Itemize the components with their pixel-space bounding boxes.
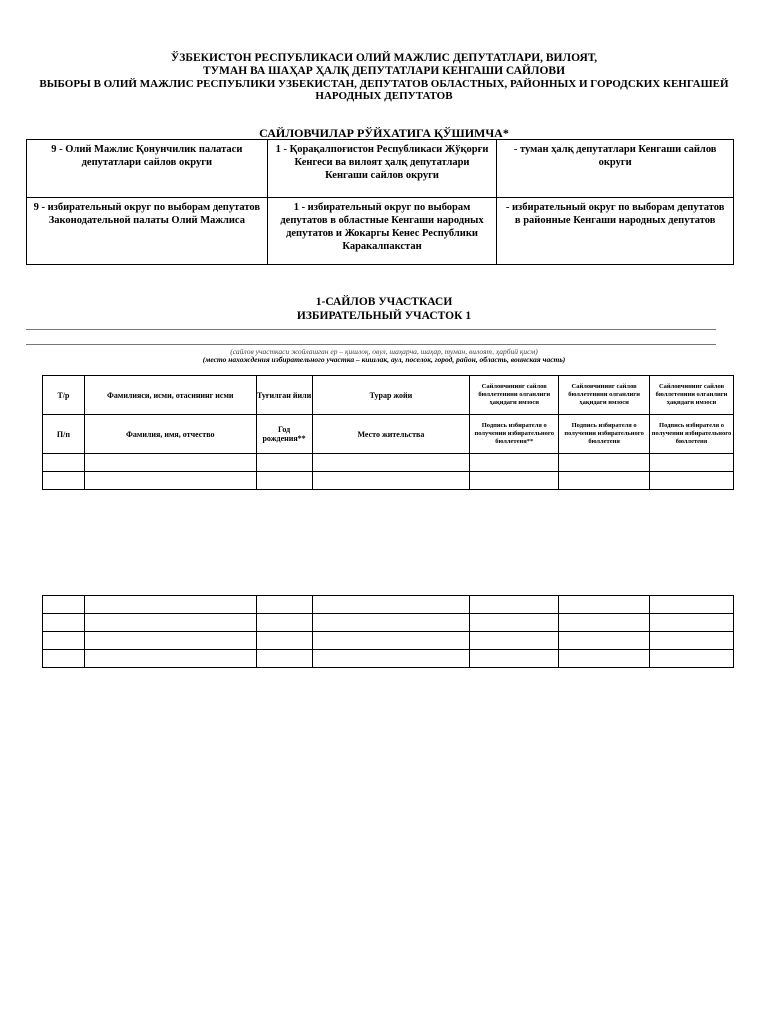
location-line bbox=[26, 344, 716, 345]
table-cell[interactable] bbox=[470, 614, 559, 632]
table-cell[interactable] bbox=[470, 454, 559, 472]
districts-table bbox=[26, 139, 734, 265]
table-cell[interactable] bbox=[559, 596, 650, 614]
table-cell[interactable] bbox=[650, 472, 734, 490]
table-cell[interactable] bbox=[43, 614, 85, 632]
column-header: Фамилияси, исми, отасининг исми bbox=[84, 376, 256, 415]
table-cell[interactable] bbox=[256, 632, 312, 650]
table-row bbox=[43, 650, 734, 668]
column-header: Фамилия, имя, отчество bbox=[84, 415, 256, 454]
table-cell[interactable] bbox=[256, 454, 312, 472]
table-cell[interactable] bbox=[84, 454, 256, 472]
table-cell[interactable] bbox=[559, 650, 650, 668]
table-cell[interactable] bbox=[470, 632, 559, 650]
table-cell[interactable] bbox=[256, 614, 312, 632]
table-row bbox=[43, 454, 734, 472]
table-cell[interactable] bbox=[470, 596, 559, 614]
voter-table-continuation bbox=[42, 595, 734, 668]
title-ru-line1: ВЫБОРЫ В ОЛИЙ МАЖЛИС РЕСПУБЛИКИ УЗБЕКИСТАН, ДЕПУТАТОВ ОБЛАСТНЫХ, РАЙОННЫХ И ГОРОДСКИХ КЕНГАШЕЙ bbox=[39, 78, 729, 90]
table-cell[interactable] bbox=[650, 596, 734, 614]
table-cell[interactable] bbox=[312, 614, 470, 632]
table-cell[interactable] bbox=[256, 472, 312, 490]
precinct-title-ru: ИЗБИРАТЕЛЬНЫЙ УЧАСТОК 1 bbox=[296, 310, 472, 322]
table-row bbox=[43, 632, 734, 650]
table-cell[interactable] bbox=[650, 614, 734, 632]
location-note-ru: (место нахождения избирательного участка – кишлак, аул, поселок, город, район, область, воинская часть) bbox=[202, 355, 566, 364]
column-header: Подпись избирателя о получении избирательного бюллетеня bbox=[559, 415, 650, 454]
table-cell[interactable] bbox=[84, 650, 256, 668]
district-cell: 9 - избирательный округ по выборам депутатов Законодательной палаты Олий Мажлиса bbox=[27, 198, 268, 265]
table-cell[interactable] bbox=[559, 614, 650, 632]
table-cell[interactable] bbox=[84, 472, 256, 490]
table-cell[interactable] bbox=[256, 596, 312, 614]
table-cell[interactable] bbox=[84, 632, 256, 650]
column-header: Турар жойи bbox=[312, 376, 470, 415]
title-ru-line2: НАРОДНЫХ ДЕПУТАТОВ bbox=[315, 90, 453, 102]
column-header: Сайловчининг сайлов бюллетенини олганлиги ҳақидаги имзоси bbox=[650, 376, 734, 415]
table-cell[interactable] bbox=[312, 472, 470, 490]
district-cell: - избирательный округ по выборам депутатов в районные Кенгаши народных депутатов bbox=[497, 198, 734, 265]
voter-table bbox=[42, 375, 734, 490]
table-row bbox=[43, 614, 734, 632]
districts-row-ru bbox=[27, 198, 734, 265]
table-cell[interactable] bbox=[256, 650, 312, 668]
section-title: САЙЛОВЧИЛАР РЎЙХАТИГА ҚЎШИМЧА* bbox=[259, 126, 509, 140]
title-ru bbox=[0, 78, 768, 102]
title-uz bbox=[0, 52, 768, 78]
district-cell: 9 - Олий Мажлис Қонунчилик палатаси депутатлари сайлов округи bbox=[27, 140, 268, 198]
table-cell[interactable] bbox=[650, 650, 734, 668]
district-cell: - туман ҳалқ депутатлари Кенгаши сайлов округи bbox=[497, 140, 734, 198]
title-uz-line1: ЎЗБЕКИСТОН РЕСПУБЛИКАСИ ОЛИЙ МАЖЛИС ДЕПУТАТЛАРИ, ВИЛОЯТ, bbox=[170, 52, 598, 64]
table-cell[interactable] bbox=[559, 632, 650, 650]
table-row bbox=[43, 596, 734, 614]
table-row bbox=[43, 472, 734, 490]
title-uz-line2: ТУМАН ВА ШАҲАР ҲАЛҚ ДЕПУТАТЛАРИ КЕНГАШИ САЙЛОВИ bbox=[202, 65, 566, 77]
column-header: Сайловчининг сайлов бюллетенини олганлиги ҳақидаги имзоси bbox=[470, 376, 559, 415]
column-header: Туғилган йили bbox=[256, 376, 312, 415]
column-header: П/п bbox=[43, 415, 85, 454]
district-cell: 1 - избирательный округ по выборам депутатов в областные Кенгаши народных депутатов и Жокаргы Кенес Республики Каракалпакстан bbox=[267, 198, 497, 265]
table-cell[interactable] bbox=[84, 614, 256, 632]
table-cell[interactable] bbox=[43, 472, 85, 490]
district-cell: 1 - Қорақалпоғистон Республикаси Жўқорғи Кенгеси ва вилоят ҳалқ депутатлари Кенгаши сайлов округи bbox=[267, 140, 497, 198]
table-cell[interactable] bbox=[43, 596, 85, 614]
table-cell[interactable] bbox=[650, 632, 734, 650]
location-line bbox=[26, 329, 716, 330]
table-cell[interactable] bbox=[312, 454, 470, 472]
table-cell[interactable] bbox=[470, 650, 559, 668]
districts-row-uz bbox=[27, 140, 734, 198]
table-cell[interactable] bbox=[312, 596, 470, 614]
table-cell[interactable] bbox=[650, 454, 734, 472]
column-header: Т/р bbox=[43, 376, 85, 415]
column-header: Год рождения** bbox=[256, 415, 312, 454]
table-cell[interactable] bbox=[559, 472, 650, 490]
voter-table-header-uz bbox=[43, 376, 734, 415]
table-cell[interactable] bbox=[43, 454, 85, 472]
voter-table-header-ru bbox=[43, 415, 734, 454]
precinct-title-uz: 1-САЙЛОВ УЧАСТКАСИ bbox=[315, 296, 453, 308]
column-header: Сайловчининг сайлов бюллетенини олганлиги ҳақидаги имзоси bbox=[559, 376, 650, 415]
table-cell[interactable] bbox=[84, 596, 256, 614]
table-cell[interactable] bbox=[43, 650, 85, 668]
table-cell[interactable] bbox=[312, 650, 470, 668]
column-header: Подпись избирателя о получении избирательного бюллетеня bbox=[650, 415, 734, 454]
table-cell[interactable] bbox=[470, 472, 559, 490]
table-cell[interactable] bbox=[312, 632, 470, 650]
table-cell[interactable] bbox=[43, 632, 85, 650]
table-cell[interactable] bbox=[559, 454, 650, 472]
location-note-uz: (сайлов участкаси жойлашган ер – қишлоқ, овул, шаҳарча, шаҳар, туман, вилоят, ҳарбий қисм) bbox=[230, 347, 538, 356]
column-header: Подпись избирателя о получении избирательного бюллетеня** bbox=[470, 415, 559, 454]
column-header: Место жительства bbox=[312, 415, 470, 454]
